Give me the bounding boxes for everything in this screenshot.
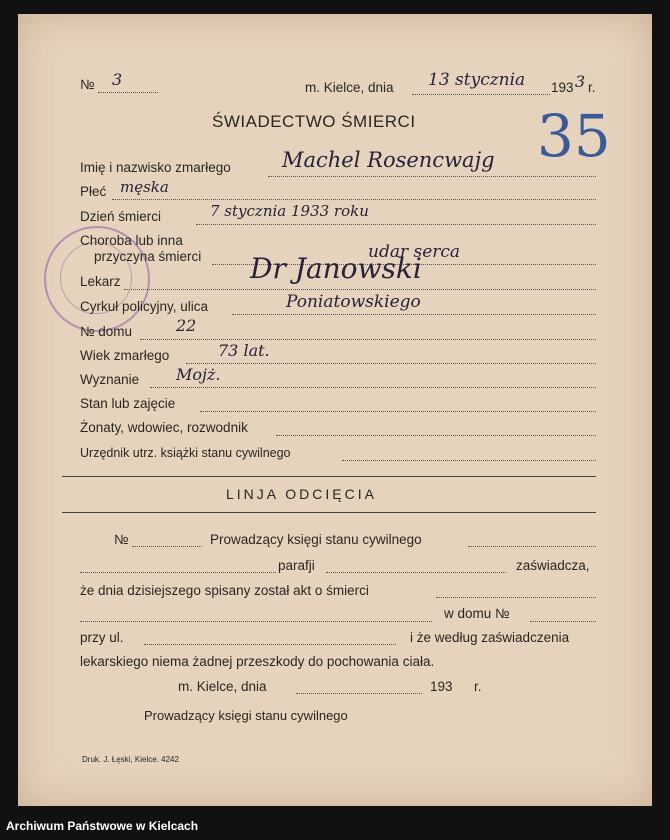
lower-year-prefix: 193 bbox=[430, 679, 453, 694]
act-line bbox=[436, 597, 596, 598]
district-line bbox=[232, 314, 596, 315]
age-line bbox=[186, 363, 596, 364]
age-value: 73 lat. bbox=[218, 341, 270, 360]
sex-line bbox=[112, 199, 596, 200]
act-text: że dnia dzisiejszego spisany został akt o śmierci bbox=[80, 583, 369, 598]
year-prefix: 193 bbox=[551, 80, 574, 95]
lower-registrar-line bbox=[468, 546, 596, 547]
burial-text: lekarskiego niema żadnej przeszkody do pochowania ciała. bbox=[80, 654, 435, 669]
occupation-line bbox=[200, 411, 596, 412]
occupation-label: Stan lub zajęcie bbox=[80, 396, 176, 411]
registrar-label: Urzędnik utrz. książki stanu cywilnego bbox=[80, 446, 291, 460]
age-label: Wiek zmarłego bbox=[80, 348, 170, 363]
according-text: i że według zaświadczenia bbox=[410, 630, 570, 645]
year-value: 3 bbox=[575, 72, 586, 91]
doctor-label: Lekarz bbox=[80, 274, 121, 289]
name-label: Imię i nazwisko zmarłego bbox=[80, 160, 231, 175]
lower-year-suffix: r. bbox=[474, 679, 482, 694]
lower-date-line bbox=[296, 693, 422, 694]
city-date-label: m. Kielce, dnia bbox=[305, 80, 394, 95]
death-date-label: Dzień śmierci bbox=[80, 209, 162, 224]
archive-number: 35 bbox=[537, 102, 611, 170]
death-date-value: 7 stycznia 1933 roku bbox=[210, 202, 369, 220]
house-line-left bbox=[80, 621, 432, 622]
district-value: Poniatowskiego bbox=[286, 292, 421, 312]
religion-line bbox=[150, 387, 596, 388]
registrar-line bbox=[342, 460, 596, 461]
name-value: Machel Rosencwajg bbox=[282, 148, 495, 172]
lower-number-label: № bbox=[114, 532, 129, 547]
house-no-line bbox=[140, 339, 596, 340]
signature-label: Prowadzący księgi stanu cywilnego bbox=[144, 708, 348, 723]
lower-city-label: m. Kielce, dnia bbox=[178, 679, 267, 694]
cut-line-label: LINJA ODCIĘCIA bbox=[226, 486, 377, 502]
cause-value: udar serca bbox=[368, 242, 461, 262]
year-suffix: r. bbox=[588, 80, 596, 95]
doctor-line bbox=[124, 289, 596, 290]
lower-registrar-text: Prowadzący księgi stanu cywilnego bbox=[210, 532, 422, 547]
death-date-line bbox=[196, 224, 596, 225]
number-label: № bbox=[80, 77, 95, 92]
printer-note: Druk. J. Łęski, Kielce. 4242 bbox=[82, 755, 179, 764]
house-no-label: № domu bbox=[80, 324, 133, 339]
house-no-value: 22 bbox=[176, 316, 197, 335]
cause-label-1: Choroba lub inna bbox=[80, 233, 183, 248]
cause-label-2: przyczyna śmierci bbox=[94, 249, 202, 264]
date-line bbox=[412, 94, 550, 95]
date-value: 13 stycznia bbox=[428, 70, 526, 90]
parish-line-right bbox=[326, 572, 506, 573]
name-line bbox=[268, 176, 596, 177]
sex-value: męska bbox=[120, 178, 169, 196]
doctor-signature: Dr Janowski bbox=[250, 252, 422, 285]
religion-label: Wyznanie bbox=[80, 372, 140, 387]
marital-label: Żonaty, wdowiec, rozwodnik bbox=[80, 420, 248, 435]
street-label: przy ul. bbox=[80, 630, 124, 645]
document-title: ŚWIADECTWO ŚMIERCI bbox=[212, 112, 416, 131]
district-label: Cyrkuł policyjny, ulica bbox=[80, 299, 209, 314]
number-line bbox=[98, 92, 158, 93]
street-line bbox=[144, 644, 396, 645]
cut-separator-top bbox=[62, 476, 596, 477]
archive-footer: Archiwum Państwowe w Kielcach bbox=[0, 812, 670, 840]
parish-label: parafji bbox=[278, 558, 315, 573]
number-value: 3 bbox=[112, 70, 123, 89]
sex-label: Płeć bbox=[80, 184, 107, 199]
lower-number-line bbox=[132, 546, 202, 547]
religion-value: Mojż. bbox=[176, 365, 221, 384]
certifies-label: zaświadcza, bbox=[516, 558, 590, 573]
cut-separator-bottom bbox=[62, 512, 596, 513]
house-label: w domu № bbox=[444, 606, 510, 621]
house-line-right bbox=[530, 621, 596, 622]
parish-line-left bbox=[80, 572, 276, 573]
marital-line bbox=[276, 435, 596, 436]
